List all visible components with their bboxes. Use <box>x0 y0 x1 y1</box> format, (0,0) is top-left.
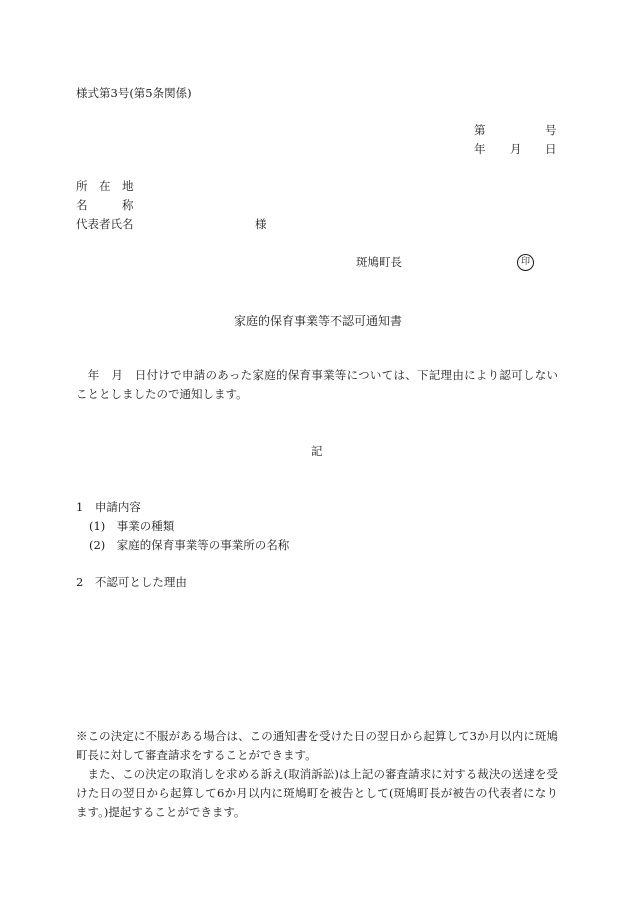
seal-icon: 印 <box>517 254 534 271</box>
location-label: 所 在 地 <box>76 179 134 193</box>
notice-para2: また、この決定の取消しを求める訴え(取消訴訟)は上記の審査請求に対する裁決の送達を受けた日の翌日から起算して6か月以内に斑鳩町を被告として(斑鳩町長が被告の代表者になります。)提起することができます。 <box>76 767 558 819</box>
number-suffix: 号 <box>545 123 557 137</box>
date-month: 月 <box>510 142 522 156</box>
item1-label: 1 申請内容 <box>76 500 141 514</box>
date-year: 年 <box>474 142 486 156</box>
honorific: 様 <box>255 217 267 231</box>
name-label: 名 称 <box>76 198 134 212</box>
representative-label: 代表者氏名 <box>76 217 134 231</box>
document-body: 年 月 日付けで申請のあった家庭的保育事業等については、下記理由により認可しないこととしましたので通知します。 <box>76 368 558 401</box>
form-label: 様式第3号(第5条関係) <box>76 86 192 100</box>
document-title: 家庭的保育事業等不認可通知書 <box>234 314 403 328</box>
date-day: 日 <box>545 142 557 156</box>
number-prefix: 第 <box>474 123 486 137</box>
issuer-title: 斑鳩町長 <box>356 255 402 269</box>
item2-label: 2 不認可とした理由 <box>76 575 187 589</box>
item1-sub2: (2) 家庭的保育事業等の事業所の名称 <box>89 538 290 552</box>
ki-label: 記 <box>311 444 323 458</box>
item1-sub1: (1) 事業の種類 <box>89 519 175 533</box>
notice-para1: ※この決定に不服がある場合は、この通知書を受けた日の翌日から起算して3か月以内に斑鳩町長に対して審査請求をすることができます。 <box>76 729 558 762</box>
